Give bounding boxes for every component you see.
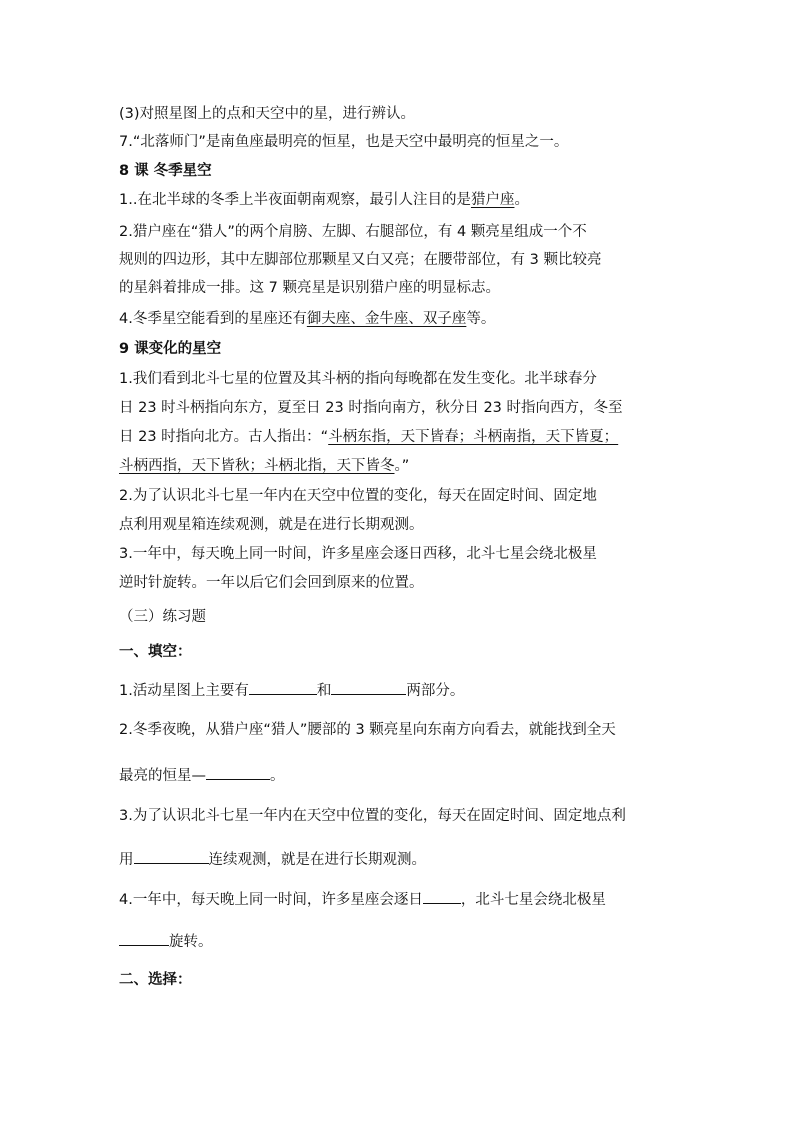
answer-blank[interactable] [119,930,169,946]
fill-blank-heading: 一、填空： [119,644,192,660]
text-line-7: 7.“北落师门”是南鱼座最明亮的恒星，也是天空中最明亮的恒星之一。 [119,134,569,150]
question-3b: 用 连续观测，就是在进行长期观测。 [119,848,689,870]
s9-item-1b: 日 23 时斗柄指向东方，夏至日 23 时指向南方，秋分日 23 时指向西方，冬至 [119,400,623,416]
s8-item-4: 4.冬季星空能看到的星座还有御夫座、金牛座、双子座等。 [119,311,496,327]
question-2b: 最亮的恒星— 。 [119,764,689,786]
text-line-3: (3)对照星图上的点和天空中的星，进行辨认。 [119,106,416,122]
s9-item-3b: 逆时针旋转。一年以后它们会回到原来的位置。 [119,575,424,591]
exercise-heading: （三）练习题 [119,609,206,625]
question-1: 1.活动星图上主要有 和 两部分。 [119,679,689,701]
underlined-answer: 斗柄东指，天下皆春；斗柄南指，天下皆夏； [328,429,619,445]
s9-item-1a: 1.我们看到北斗七星的位置及其斗柄的指向每晚都在发生变化。北半球春分 [119,371,597,387]
question-4a: 4.一年中，每天晚上同一时间，许多星座会逐日 ，北斗七星会绕北极星 [119,888,689,910]
s8-item-2a: 2.猎户座在“猎人”的两个肩膀、左脚、右腿部位，有 4 颗亮星组成一个不 [119,224,587,240]
question-4b: 旋转。 [119,930,689,952]
underlined-answer: 猎户座 [470,192,515,208]
s8-item-2b: 规则的四边形，其中左脚部位那颗星又白又亮；在腰带部位，有 3 颗比较亮 [119,252,602,268]
s9-item-1d: 斗柄西指，天下皆秋；斗柄北指，天下皆冬。” [119,458,410,474]
answer-blank[interactable] [249,679,317,695]
s8-item-1: 1..在北半球的冬季上半夜面朝南观察，最引人注目的是猎户座。 [119,192,529,208]
answer-blank[interactable] [331,679,406,695]
s8-item-2c: 的星斜着排成一排。这 7 颗亮星是识别猎户座的明显标志。 [119,280,500,296]
underlined-answer: 斗柄西指，天下皆秋；斗柄北指，天下皆冬 [119,458,395,474]
s9-item-1c: 日 23 时指向北方。古人指出：“斗柄东指，天下皆春；斗柄南指，天下皆夏； [119,429,619,445]
question-3a: 3.为了认识北斗七星一年内在天空中位置的变化，每天在固定时间、固定地点利 [119,808,626,824]
underlined-answer: 御夫座、金牛座、双子座 [306,311,467,327]
s9-item-2a: 2.为了认识北斗七星一年内在天空中位置的变化，每天在固定时间、固定地 [119,488,597,504]
s9-item-3a: 3.一年中，每天晚上同一时间，许多星座会逐日西移，北斗七星会绕北极星 [119,546,597,562]
section-8-title: 8 课 冬季星空 [119,163,212,179]
choice-heading: 二、选择： [119,972,192,988]
s9-item-2b: 点利用观星箱连续观测，就是在进行长期观测。 [119,517,424,533]
section-9-title: 9 课变化的星空 [119,341,222,357]
answer-blank[interactable] [206,764,270,780]
question-2a: 2.冬季夜晚，从猎户座“猎人”腰部的 3 颗亮星向东南方向看去，就能找到全天 [119,722,616,738]
answer-blank[interactable] [134,848,209,864]
answer-blank[interactable] [423,888,461,904]
